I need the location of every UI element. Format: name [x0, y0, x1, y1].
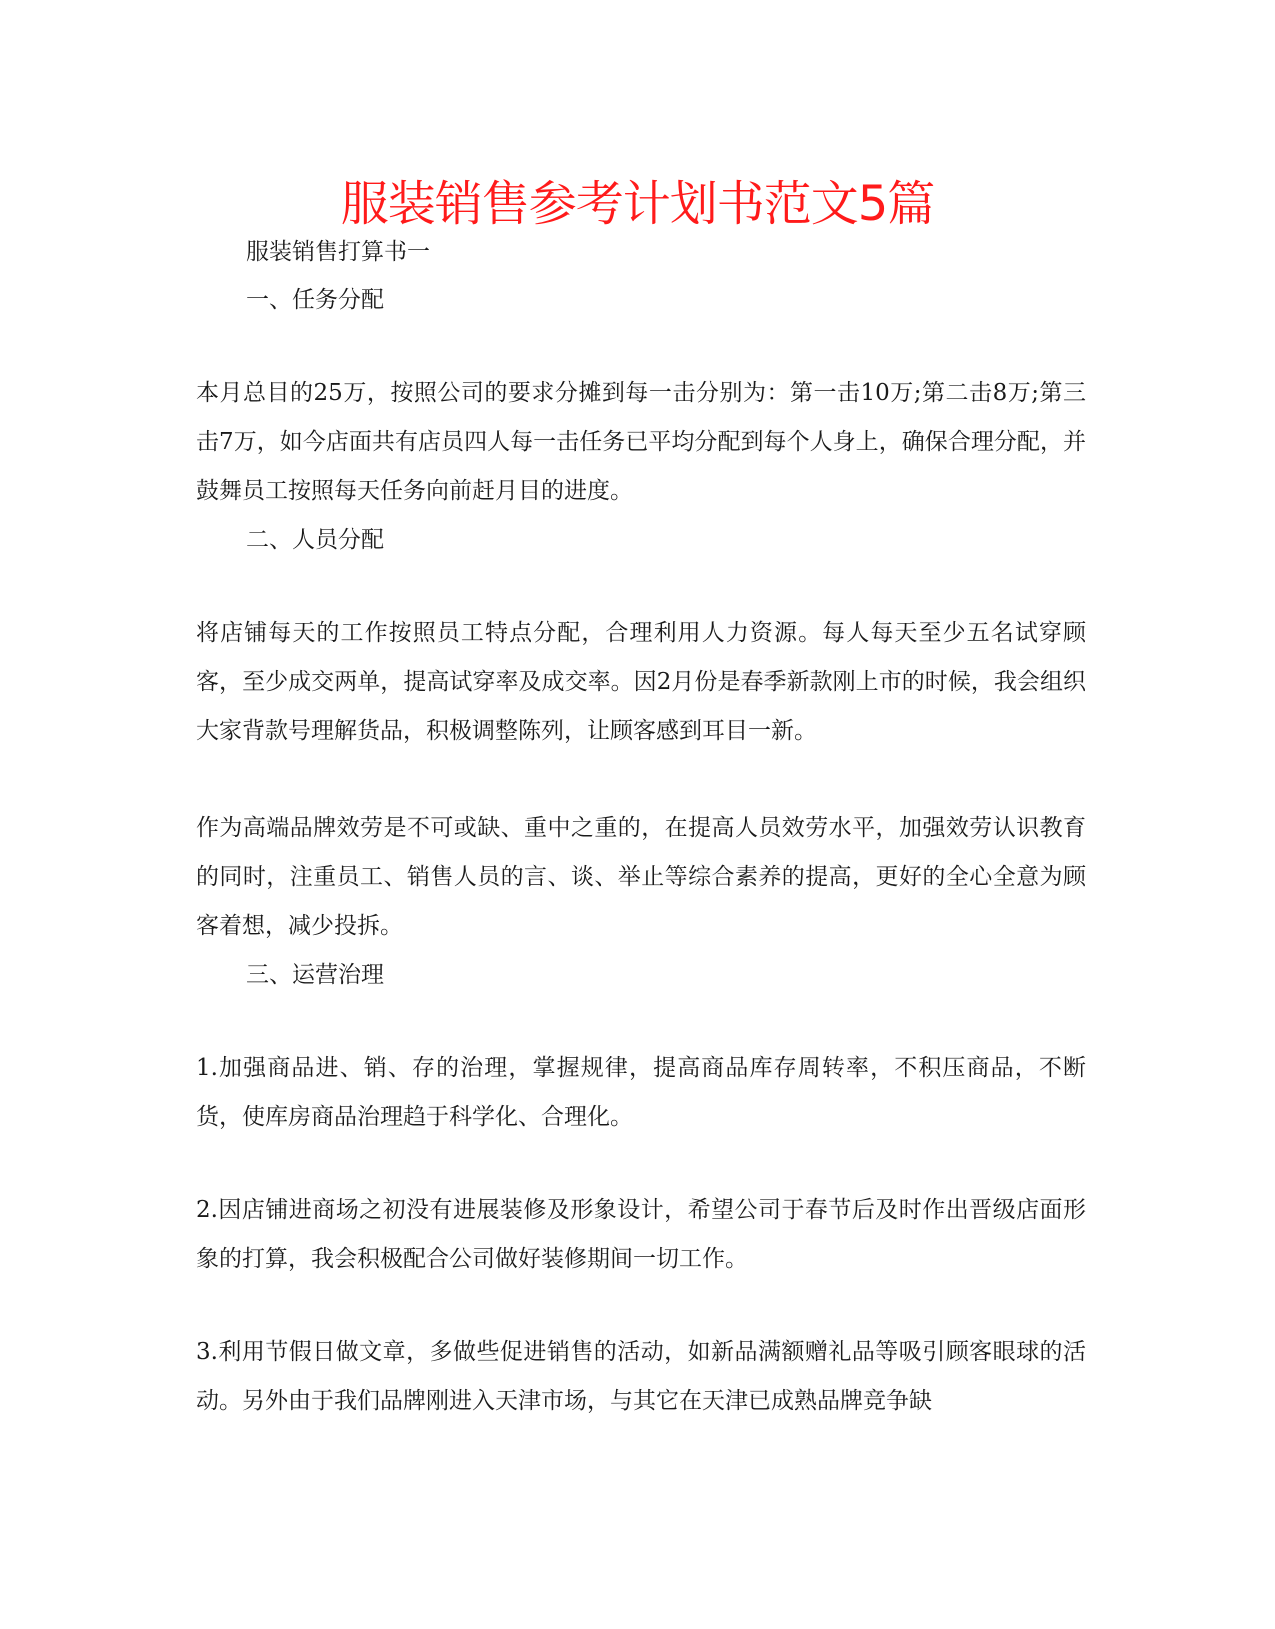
section-3-item-3: 3.利用节假日做文章，多做些促进销售的活动，如新品满额赠礼品等吸引顾客眼球的活动。另外由于我们品牌刚进入天津市场，与其它在天津已成熟品牌竞争缺 — [196, 1339, 1086, 1414]
section-2-paragraph-2: 作为高端品牌效劳是不可或缺、重中之重的，在提高人员效劳水平，加强效劳认识教育的同时，注重员工、销售人员的言、谈、举止等综合素养的提高，更好的全心全意为顾客着想，减少投拆。 — [196, 815, 1086, 939]
section-3-heading: 三、运营治理 — [246, 962, 384, 988]
spacer — [196, 564, 1086, 609]
spacer — [196, 999, 1086, 1044]
document-body — [196, 228, 1086, 1426]
section-2-heading: 二、人员分配 — [246, 527, 384, 553]
intro-heading: 服装销售打算书一 — [246, 239, 430, 265]
spacer — [196, 324, 1086, 369]
section-1-heading: 一、任务分配 — [246, 287, 384, 313]
section-3-item-2: 2.因店铺进商场之初没有进展装修及形象设计，希望公司于春节后及时作出晋级店面形象的打算，我会积极配合公司做好装修期间一切工作。 — [196, 1197, 1086, 1272]
spacer — [196, 756, 1086, 804]
document-title: 服装销售参考计划书范文5篇 — [340, 176, 935, 232]
section-3-item-1: 1.加强商品进、销、存的治理，掌握规律，提高商品库存周转率，不积压商品，不断货，使库房商品治理趋于科学化、合理化。 — [196, 1055, 1086, 1130]
spacer — [196, 1284, 1086, 1328]
section-2-paragraph-1: 将店铺每天的工作按照员工特点分配，合理利用人力资源。每人每天至少五名试穿顾客，至少成交两单，提高试穿率及成交率。因2月份是春季新款刚上市的时候，我会组织大家背款号理解货品，积极调整陈列，让顾客感到耳目一新。 — [196, 620, 1086, 744]
section-1-paragraph: 本月总目的25万，按照公司的要求分摊到每一击分别为：第一击10万;第二击8万;第三击7万，如今店面共有店员四人每一击任务已平均分配到每个人身上，确保合理分配，并鼓舞员工按照每天任务向前赶月目的进度。 — [196, 380, 1086, 504]
spacer — [196, 1142, 1086, 1186]
